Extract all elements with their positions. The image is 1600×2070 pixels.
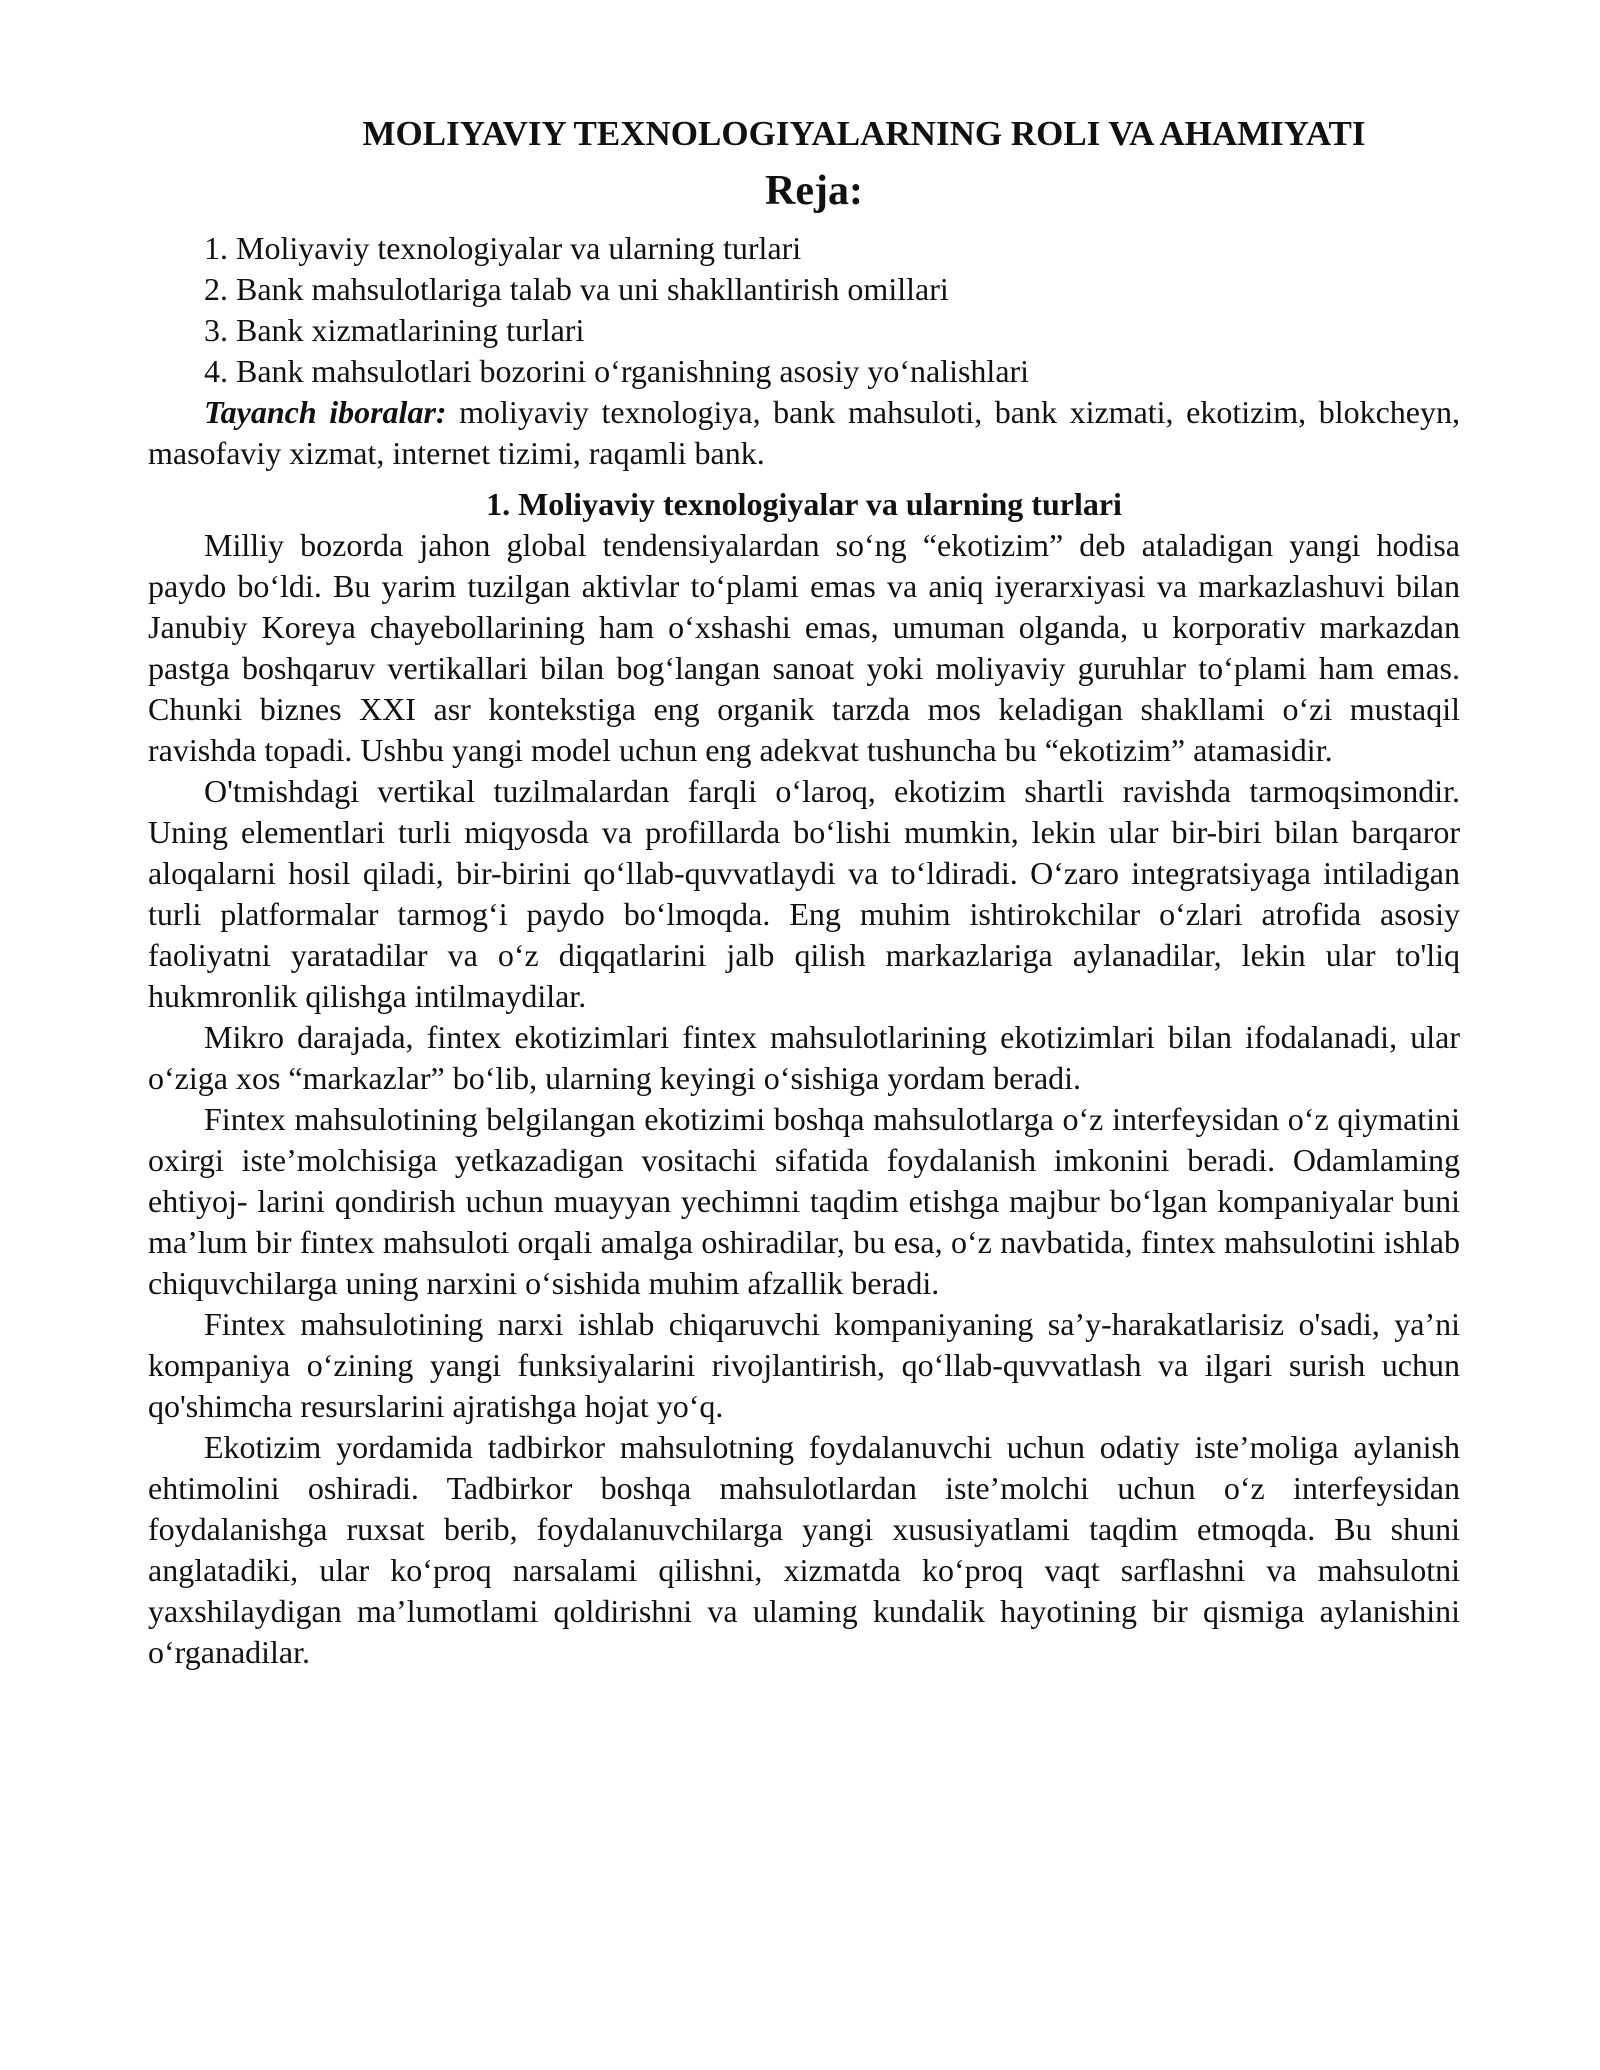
- keywords-text: moliyaviy texnologiya, bank mahsuloti, bank xizmati, ekotizim, blokcheyn, masofaviy xizmat, internet tizimi, raqamli bank.: [148, 394, 1460, 471]
- plan-item: 2. Bank mahsulotlariga talab va uni shakllantirish omillari: [204, 271, 949, 307]
- keywords-paragraph: [148, 392, 1460, 474]
- section-heading: 1. Moliyaviy texnologiyalar va ularning turlari: [486, 486, 1122, 522]
- document-page: [148, 108, 1460, 1673]
- plan-item: 1. Moliyaviy texnologiyalar va ularning turlari: [204, 230, 802, 266]
- plan-heading: Reja:: [765, 168, 863, 214]
- document-title: MOLIYAVIY TEXNOLOGIYALARNING ROLI VA AHAMIYATI: [362, 114, 1366, 153]
- plan-list: [148, 228, 1460, 392]
- plan-item: 4. Bank mahsulotlari bozorini o‘rganishning asosiy yo‘nalishlari: [204, 353, 1030, 389]
- body-paragraph: O'tmishdagi vertikal tuzilmalardan farqli o‘laroq, ekotizim shartli ravishda tarmoqsimondir. Uning elementlari turli miqyosda va profillarda bo‘lishi mumkin, lekin ular bir-biri bilan barqaror aloqalarni hosil qiladi, bir-birini qo‘llab-quvvatlaydi va to‘ldiradi. O‘zaro integratsiyaga intiladigan turli platformalar tarmog‘i paydo bo‘lmoqda. Eng muhim ishtirokchilar o‘zlari atrofida asosiy faoliyatni yaratadilar va o‘z diqqatlarini jalb qilish markazlariga aylanadilar, lekin ular to'liq hukmronlik qilishga intilmaydilar.: [148, 773, 1460, 1014]
- body-paragraph: Fintex mahsulotining belgilangan ekotizimi boshqa mahsulotlarga o‘z interfeysidan o‘z qiymatini oxirgi iste’molchisiga yetkazadigan vositachi sifatida foydalanish imkonini beradi. Odamlaming ehtiyoj- larini qondirish uchun muayyan yechimni taqdim etishga majbur bo‘lgan kompaniyalar buni ma’lum bir fintex mahsuloti orqali amalga oshiradilar, bu esa, o‘z navbatida, fintex mahsulotini ishlab chiquvchilarga uning narxini o‘sishida muhim afzallik beradi.: [148, 1101, 1460, 1301]
- keywords-label: Tayanch iboralar:: [204, 394, 447, 430]
- body-paragraph: Mikro darajada, fintex ekotizimlari fintex mahsulotlarining ekotizimlari bilan ifodalanadi, ular o‘ziga xos “markazlar” bo‘lib, ularning keyingi o‘sishiga yordam beradi.: [148, 1019, 1460, 1096]
- body-paragraph: Milliy bozorda jahon global tendensiyalardan so‘ng “ekotizim” deb ataladigan yangi hodisa paydo bo‘ldi. Bu yarim tuzilgan aktivlar to‘plami emas va aniq iyerarxiyasi va markazlashuvi bilan Janubiy Koreya chayebollarining ham o‘xshashi emas, umuman olganda, u korporativ markazdan pastga boshqaruv vertikallari bilan bog‘langan sanoat yoki moliyaviy guruhlar to‘plami ham emas. Chunki biznes XXI asr kontekstiga eng organik tarzda mos keladigan shakllami o‘zi mustaqil ravishda topadi. Ushbu yangi model uchun eng adekvat tushuncha bu “ekotizim” atamasidir.: [148, 527, 1460, 768]
- body-paragraph: Ekotizim yordamida tadbirkor mahsulotning foydalanuvchi uchun odatiy iste’moliga aylanish ehtimolini oshiradi. Tadbirkor boshqa mahsulotlardan iste’molchi uchun o‘z interfeysidan foydalanishga ruxsat berib, foydalanuvchilarga yangi xususiyatlami taqdim etmoqda. Bu shuni anglatadiki, ular ko‘proq narsalami qilishni, xizmatda ko‘proq vaqt sarflashni va mahsulotni yaxshilaydigan ma’lumotlami qoldirishni va ulaming kundalik hayotining bir qismiga aylanishini o‘rganadilar.: [148, 1429, 1460, 1670]
- body-paragraph: Fintex mahsulotining narxi ishlab chiqaruvchi kompaniyaning sa’y-harakatlarisiz o'sadi, ya’ni kompaniya o‘zining yangi funksiyalarini rivojlantirish, qo‘llab-quvvatlash va ilgari surish uchun qo'shimcha resurslarini ajratishga hojat yo‘q.: [148, 1306, 1460, 1424]
- plan-item: 3. Bank xizmatlarining turlari: [204, 312, 585, 348]
